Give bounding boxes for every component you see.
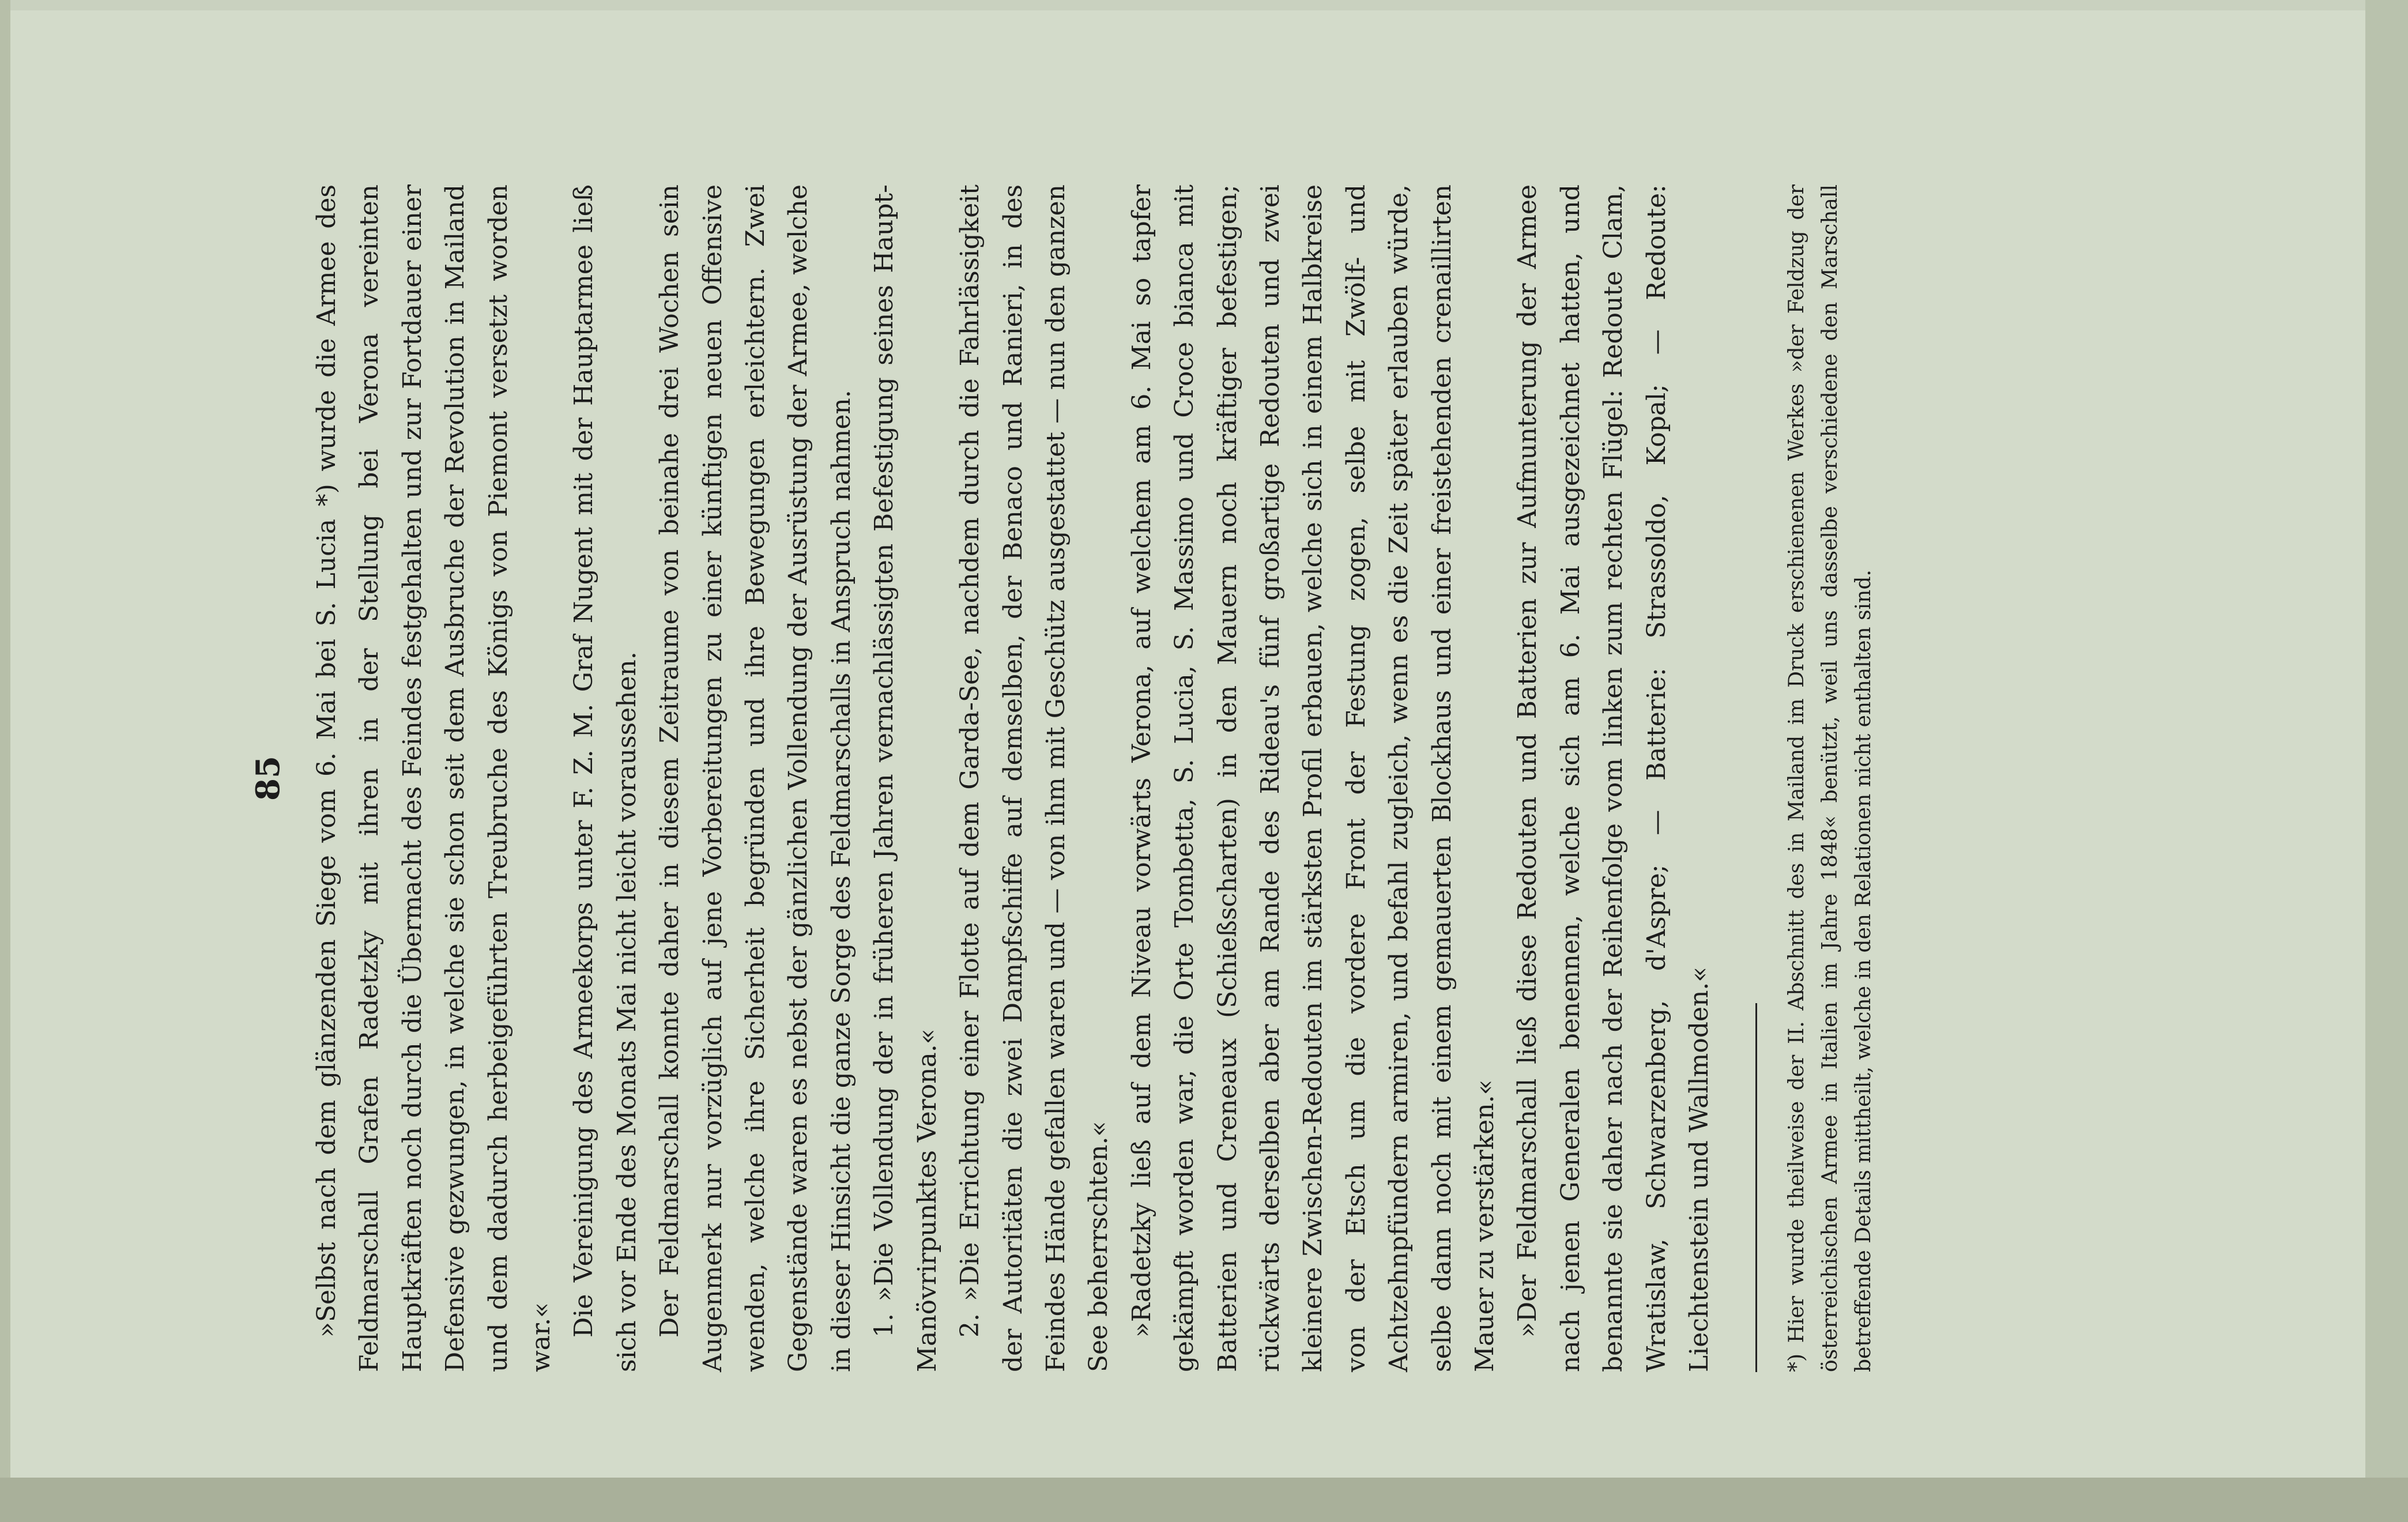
- footnote-rule: [1755, 1003, 1757, 1372]
- paragraph-2: Die Vereinigung des Armeekorps unter F. Z. M. Graf Nugent mit der Hauptarmee ließ sich vor Ende des Monats Mai nicht leicht voraussehen.: [569, 184, 642, 1372]
- footnote: *) Hier wurde theilweise der II. Abschnitt des in Mailand im Druck erschienenen Werkes »der Feldzug der österreichischen Armee in Italien im Jahre 1848« benützt, weil uns dasselbe verschiedene den Marschall betreffende Details mittheilt, welche in den Relationen nicht enthalten sind.: [1785, 184, 1876, 1372]
- paragraph-4: 1. »Die Vollendung der in früheren Jahren vernachlässigten Befestigung seines Haupt-Manövrirpunktes Verona.«: [869, 184, 942, 1372]
- paragraph-3: Der Feldmarschall konnte daher in diesem Zeitraume von beinahe drei Wochen sein Augenmerk nur vorzüglich auf jene Vorbereitungen zu einer künftigen neuen Offensive wenden, welche ihre Sicherheit begründen und ihre Bewegungen erleichtern. Zwei Gegenstände waren es nebst der gänzlichen Vollendung der Ausrüstung der Armee, welche in dieser Hinsicht die ganze Sorge des Feldmarschalls in Anspruch nahmen.: [655, 184, 856, 1372]
- paragraph-5: 2. »Die Errichtung einer Flotte auf dem Garda-See, nachdem durch die Fahrlässigkeit der Autoritäten die zwei Dampfschiffe auf demselben, der Benaco und Ranieri, in des Feindes Hände gefallen waren und — von ihm mit Geschütz ausgestattet — nun den ganzen See beherrschten.«: [955, 184, 1114, 1372]
- page-number: 85: [249, 756, 287, 801]
- rotated-text-block: [242, 184, 2110, 1372]
- page-edge-left: [0, 0, 10, 1522]
- paragraph-7: »Der Feldmarschall ließ diese Redouten und Batterien zur Aufmunterung der Armee nach jenen Generalen benennen, welche sich am 6. Mai ausgezeichnet hatten, und benannte sie daher nach der Reihenfolge vom linken zum rechten Flügel: Redoute Clam, Wratislaw, Schwarzenberg, d'Aspre; — Batterie: Strassoldo, Kopal; — Redoute: Liechtenstein und Wallmoden.«: [1513, 184, 1714, 1372]
- page-edge-right: [2365, 0, 2408, 1522]
- paragraph-6: »Radetzky ließ auf dem Niveau vorwärts Verona, auf welchem am 6. Mai so tapfer gekämpft worden war, die Orte Tombetta, S. Lucia, S. Massimo und Croce bianca mit Batterien und Creneaux (Schießscharten) in den Mauern noch kräftiger befestigen; rückwärts derselben aber am Rande des Rideau's fünf großartige Redouten und zwei kleinere Zwischen-Redouten im stärksten Profil erbauen, welche sich in einem Halbkreise von der Etsch um die vordere Front der Festung zogen, selbe mit Zwölf- und Achtzehnpfündern armiren, und befahl zugleich, wenn es die Zeit später erlauben würde, selbe dann noch mit einem gemauerten Blockhaus und einer freistehenden crenaillirten Mauer zu verstärken.«: [1126, 184, 1499, 1372]
- paragraph-1: »Selbst nach dem glänzenden Siege vom 6. Mai bei S. Lucia *) wurde die Armee des Feldmarschall Grafen Radetzky mit ihren in der Stellung bei Verona vereinten Hauptkräften noch durch die Übermacht des Feindes festgehalten und zur Fortdauer einer Defensive gezwungen, in welche sie schon seit dem Ausbruche der Revolution in Mailand und dem dadurch herbeigeführten Treubruche des Königs von Piemont versetzt worden war.«: [312, 184, 556, 1372]
- page-edge-bottom: [0, 1478, 2408, 1522]
